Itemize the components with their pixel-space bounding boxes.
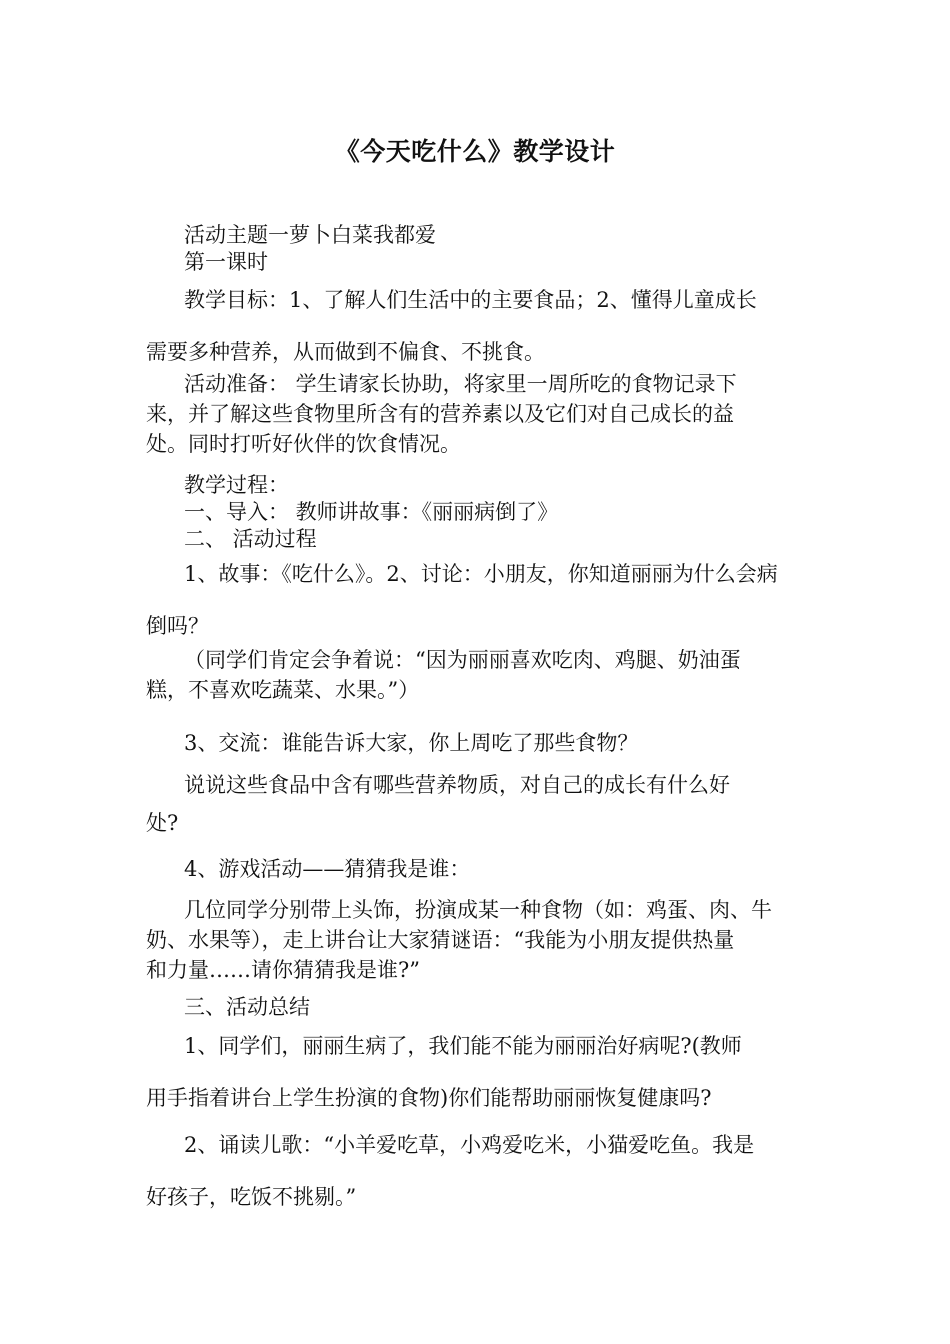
process-block bbox=[146, 472, 810, 553]
process-step-1: 一、导入： 教师讲故事：《丽丽病倒了》 bbox=[184, 500, 559, 524]
summary-paragraph-2 bbox=[146, 1119, 810, 1223]
summary-paragraph-1 bbox=[146, 1020, 810, 1124]
game-line-2: 奶、水果等），走上讲台让大家猜谜语：“我能为小朋友提供热量 bbox=[146, 928, 735, 952]
story-paragraph bbox=[146, 548, 810, 652]
nutrients-line-2: 处? bbox=[146, 811, 179, 835]
lesson-line: 第一课时 bbox=[184, 250, 268, 274]
summary2-line-1: 2、诵读儿歌：“小羊爱吃草，小鸡爱吃米，小猫爱吃鱼。我是 bbox=[184, 1133, 755, 1157]
process-step-2: 二、 活动过程 bbox=[184, 527, 317, 551]
nutrients-paragraph bbox=[146, 766, 810, 842]
summary1-line-2: 用手指着讲台上学生扮演的食物)你们能帮助丽丽恢复健康吗? bbox=[146, 1086, 712, 1110]
answer-line-2: 糕，不喜欢吃蔬菜、水果。”） bbox=[146, 678, 420, 702]
summary-heading: 三、活动总结 bbox=[184, 995, 310, 1019]
answer-paragraph bbox=[146, 645, 810, 705]
game-line-3: 和力量……请你猜猜我是谁?” bbox=[146, 958, 420, 982]
game-heading-paragraph bbox=[146, 856, 810, 883]
summary2-line-2: 好孩子，吃饭不挑剔。” bbox=[146, 1185, 357, 1209]
goals-paragraph bbox=[146, 274, 810, 378]
story-line-1: 1、故事：《吃什么》。2、讨论：小朋友，你知道丽丽为什么会病 bbox=[184, 562, 778, 586]
game-line-1: 几位同学分别带上头饰，扮演成某一种食物（如：鸡蛋、肉、牛 bbox=[184, 898, 772, 922]
process-heading: 教学过程： bbox=[184, 473, 289, 497]
preparation-line-2: 来，并了解这些食物里所含有的营养素以及它们对自己成长的益 bbox=[146, 402, 734, 426]
nutrients-line-1: 说说这些食品中含有哪些营养物质，对自己的成长有什么好 bbox=[184, 773, 730, 797]
theme-line: 活动主题一萝卜白菜我都爱 bbox=[184, 223, 436, 247]
goals-line-1: 教学目标：1、了解人们生活中的主要食品；2、懂得儿童成长 bbox=[184, 288, 757, 312]
game-heading: 4、游戏活动——猜猜我是谁： bbox=[184, 857, 471, 881]
exchange-paragraph bbox=[146, 730, 810, 757]
document-title: 《今天吃什么》教学设计 bbox=[334, 137, 616, 166]
goals-line-2: 需要多种营养，从而做到不偏食、不挑食。 bbox=[146, 340, 545, 364]
answer-line-1: （同学们肯定会争着说：“因为丽丽喜欢吃肉、鸡腿、奶油蛋 bbox=[184, 648, 741, 672]
preparation-line-3: 处。同时打听好伙伴的饮食情况。 bbox=[146, 432, 461, 456]
game-paragraph bbox=[146, 895, 810, 985]
story-line-2: 倒吗？ bbox=[146, 614, 209, 638]
exchange-line: 3、交流：谁能告诉大家，你上周吃了那些食物？ bbox=[184, 731, 639, 755]
preparation-paragraph bbox=[146, 369, 810, 459]
summary-heading-paragraph bbox=[146, 994, 810, 1021]
preparation-line-1: 活动准备： 学生请家长协助，将家里一周所吃的食物记录下 bbox=[184, 372, 737, 396]
theme-block bbox=[146, 222, 810, 276]
summary1-line-1: 1、同学们，丽丽生病了，我们能不能为丽丽治好病呢?(教师 bbox=[184, 1034, 742, 1058]
